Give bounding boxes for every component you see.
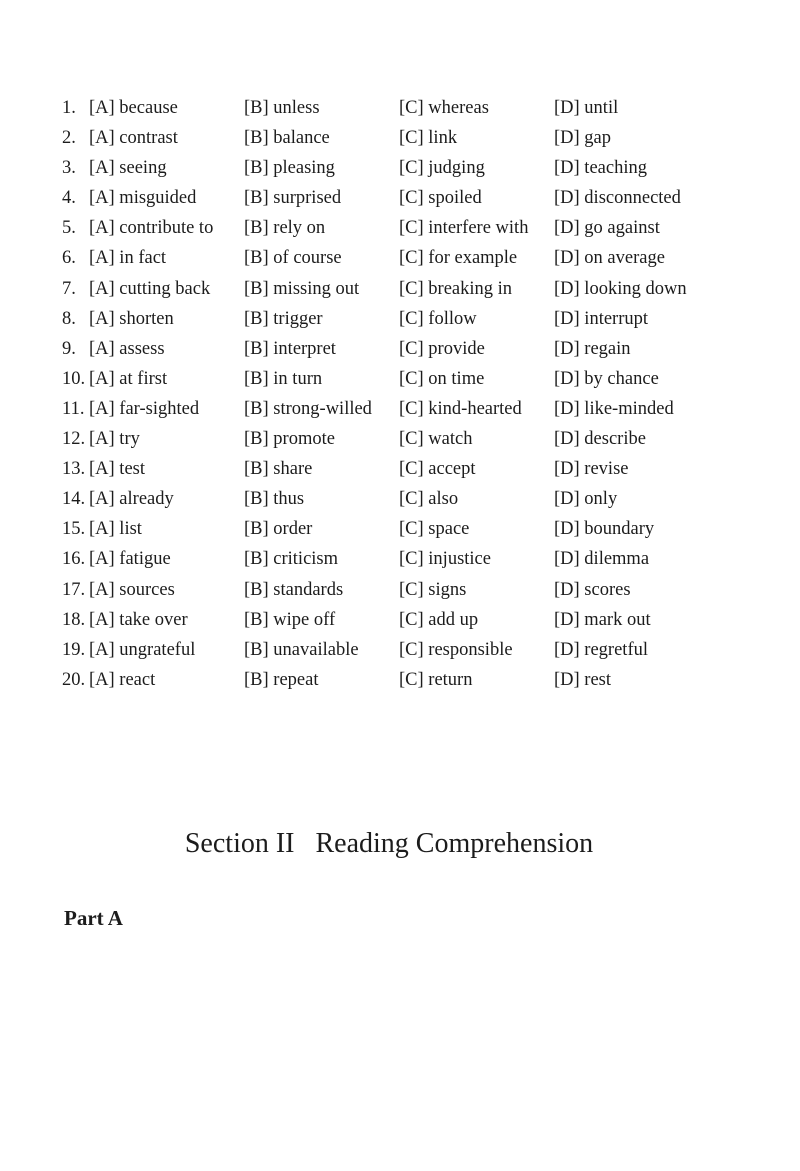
option-a: [A] contrast	[89, 128, 178, 149]
question-number: 3.	[62, 158, 76, 179]
question-row	[0, 605, 800, 635]
option-a: [A] cutting back	[89, 278, 211, 299]
option-b: [B] criticism	[244, 549, 339, 570]
option-a: [A] already	[89, 489, 174, 510]
question-number: 8.	[62, 308, 76, 329]
question-row	[0, 213, 800, 243]
question-options-list	[0, 93, 800, 695]
option-b: [B] strong-willed	[244, 398, 372, 419]
option-c: [C] watch	[399, 429, 473, 450]
option-d: [D] by chance	[554, 368, 659, 389]
option-d: [D] revise	[554, 459, 629, 480]
option-d: [D] rest	[554, 669, 612, 690]
option-d: [D] interrupt	[554, 308, 649, 329]
option-c: [C] spoiled	[399, 188, 482, 209]
option-d: [D] looking down	[554, 278, 687, 299]
option-a: [A] misguided	[89, 188, 197, 209]
question-number: 16.	[62, 549, 86, 570]
option-b: [B] missing out	[244, 278, 360, 299]
question-row	[0, 93, 800, 123]
question-number: 19.	[62, 639, 86, 660]
option-a: [A] at first	[89, 368, 168, 389]
option-b: [B] surprised	[244, 188, 342, 209]
option-a: [A] try	[89, 429, 140, 450]
option-a: [A] seeing	[89, 158, 167, 179]
question-row	[0, 424, 800, 454]
question-row	[0, 394, 800, 424]
option-c: [C] signs	[399, 579, 467, 600]
question-row	[0, 484, 800, 514]
option-d: [D] regretful	[554, 639, 648, 660]
option-d: [D] teaching	[554, 158, 647, 179]
option-a: [A] test	[89, 459, 145, 480]
option-a: [A] fatigue	[89, 549, 171, 570]
option-b: [B] wipe off	[244, 609, 336, 630]
option-b: [B] of course	[244, 248, 342, 269]
option-b: [B] pleasing	[244, 158, 335, 179]
question-number: 7.	[62, 278, 76, 299]
option-d: [D] on average	[554, 248, 665, 269]
option-d: [D] like-minded	[554, 398, 674, 419]
option-b: [B] in turn	[244, 368, 323, 389]
option-a: [A] in fact	[89, 248, 167, 269]
option-c: [C] on time	[399, 368, 485, 389]
question-number: 14.	[62, 489, 86, 510]
option-d: [D] describe	[554, 429, 646, 450]
option-c: [C] judging	[399, 158, 485, 179]
option-b: [B] share	[244, 459, 313, 480]
option-c: [C] whereas	[399, 98, 489, 118]
option-c: [C] breaking in	[399, 278, 513, 299]
option-a: [A] because	[89, 98, 178, 118]
option-d: [D] boundary	[554, 519, 655, 540]
question-number: 15.	[62, 519, 86, 540]
question-row	[0, 274, 800, 304]
question-row	[0, 544, 800, 574]
option-b: [B] rely on	[244, 218, 326, 239]
option-b: [B] balance	[244, 128, 330, 149]
section-title: Section II Reading Comprehension	[184, 828, 594, 859]
question-number: 18.	[62, 609, 86, 630]
question-row	[0, 514, 800, 544]
question-row	[0, 665, 800, 695]
question-row	[0, 153, 800, 183]
option-d: [D] regain	[554, 338, 631, 359]
option-b: [B] unavailable	[244, 639, 359, 660]
option-c: [C] responsible	[399, 639, 513, 660]
question-number: 20.	[62, 669, 86, 690]
question-number: 12.	[62, 429, 86, 450]
question-row	[0, 575, 800, 605]
option-a: [A] list	[89, 519, 142, 540]
option-b: [B] thus	[244, 489, 305, 510]
option-a: [A] assess	[89, 338, 165, 359]
question-row	[0, 123, 800, 153]
question-number: 5.	[62, 218, 76, 239]
question-number: 10.	[62, 368, 86, 389]
question-row	[0, 243, 800, 273]
option-b: [B] interpret	[244, 338, 336, 359]
question-row	[0, 635, 800, 665]
option-a: [A] ungrateful	[89, 639, 196, 660]
option-d: [D] gap	[554, 128, 612, 149]
option-b: [B] unless	[244, 98, 320, 118]
question-row	[0, 304, 800, 334]
option-d: [D] scores	[554, 579, 631, 600]
option-a: [A] contribute to	[89, 218, 214, 239]
option-c: [C] also	[399, 489, 459, 510]
option-a: [A] take over	[89, 609, 188, 630]
option-d: [D] dilemma	[554, 549, 650, 570]
option-c: [C] kind-hearted	[399, 398, 522, 419]
option-d: [D] mark out	[554, 609, 651, 630]
question-row	[0, 334, 800, 364]
option-c: [C] space	[399, 519, 470, 540]
option-c: [C] link	[399, 128, 458, 149]
option-c: [C] accept	[399, 459, 476, 480]
option-a: [A] react	[89, 669, 156, 690]
option-c: [C] provide	[399, 338, 485, 359]
question-number: 13.	[62, 459, 86, 480]
option-c: [C] add up	[399, 609, 479, 630]
question-number: 6.	[62, 248, 76, 269]
option-c: [C] for example	[399, 248, 518, 269]
question-number: 11.	[62, 398, 85, 419]
option-c: [C] interfere with	[399, 218, 529, 239]
option-d: [D] until	[554, 98, 619, 118]
option-c: [C] return	[399, 669, 473, 690]
question-number: 4.	[62, 188, 76, 209]
question-number: 9.	[62, 338, 76, 359]
question-number: 1.	[62, 98, 76, 118]
option-b: [B] repeat	[244, 669, 319, 690]
option-b: [B] order	[244, 519, 313, 540]
part-label: Part A	[64, 906, 123, 930]
option-b: [B] trigger	[244, 308, 323, 329]
option-a: [A] shorten	[89, 308, 174, 329]
option-d: [D] only	[554, 489, 618, 510]
option-b: [B] promote	[244, 429, 335, 450]
option-b: [B] standards	[244, 579, 344, 600]
question-row	[0, 454, 800, 484]
option-c: [C] follow	[399, 308, 477, 329]
option-c: [C] injustice	[399, 549, 491, 570]
option-a: [A] sources	[89, 579, 175, 600]
option-a: [A] far-sighted	[89, 398, 200, 419]
option-d: [D] go against	[554, 218, 660, 239]
option-d: [D] disconnected	[554, 188, 681, 209]
question-number: 2.	[62, 128, 76, 149]
question-number: 17.	[62, 579, 86, 600]
question-row	[0, 364, 800, 394]
question-row	[0, 183, 800, 213]
